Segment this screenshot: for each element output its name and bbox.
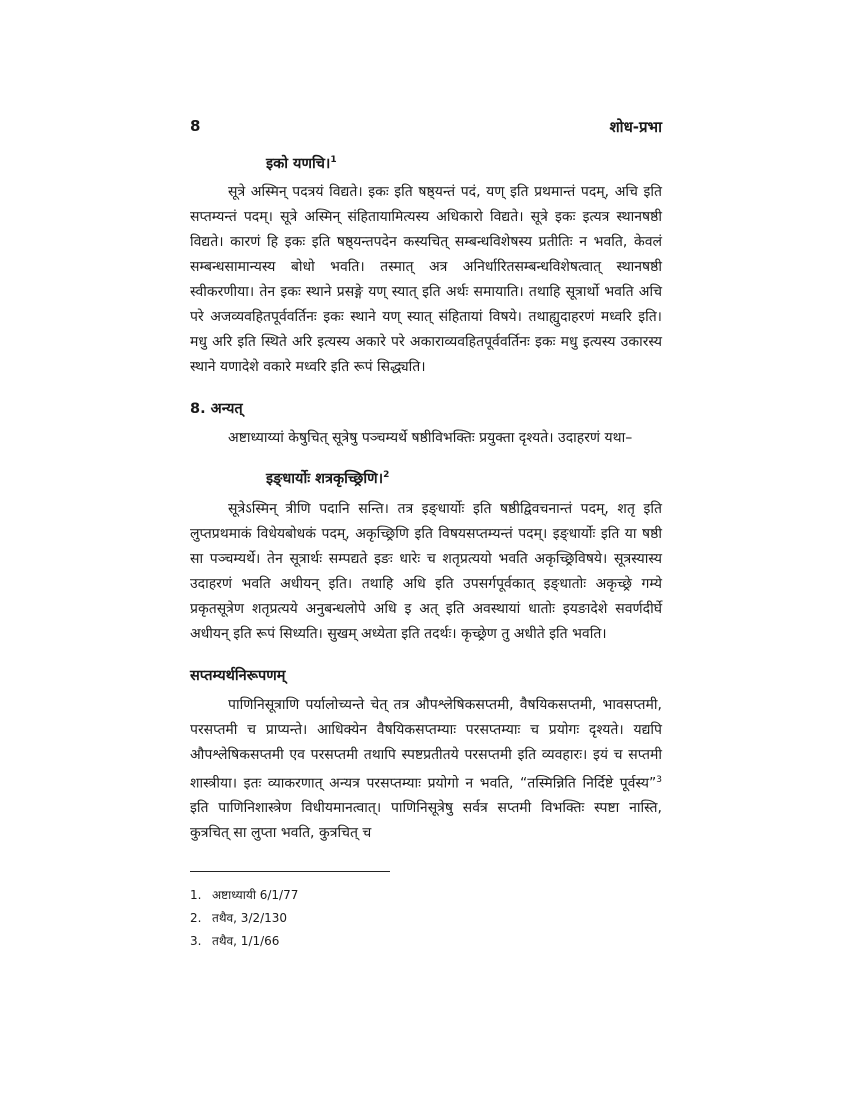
main-content bbox=[190, 148, 662, 846]
paragraph-2: अष्टाध्याय्यां केषुचित् सूत्रेषु पञ्चम्यर्थे षष्ठीविभक्तिः प्रयुक्ता दृश्यते। उदाहरणं यथा– bbox=[228, 429, 633, 446]
paragraph-4: पाणिनिसूत्राणि पर्यालोच्यन्ते चेत् तत्र औपश्लेषिकसप्तमी, वैषयिकसप्तमी, भावसप्तमी, परसप्तमी च प्राप्यन्ते। आधिक्येन वैषयिकसप्तम्याः परसप्तम्याः च प्रयोगः दृश्यते। यद्यपि औपश्लेषिकसप्तमी एव परसप्तमी तथापि स्पष्टप्रतीतये परसप्तमी इति व्यवहारः। इयं च सप्तमी शास्त्रीया। इतः व्याकरणात् अन्यत्र परसप्तम्याः प्रयोगो न भवति, “तस्मिन्निति निर्दिष्टे पूर्वस्य”$^3$ इति पाणिनिशास्त्रेण विधीयमानत्वात्। पाणिनिसूत्रेषु सर्वत्र सप्तमी विभक्तिः स्पष्टा नास्ति, कुत्रचित् सा लुप्ता भवति, कुत्रचित् च bbox=[190, 696, 662, 842]
section-heading-anyat: 8. अन्यत् bbox=[190, 400, 243, 417]
paragraph-1: सूत्रे अस्मिन् पदत्रयं विद्यते। इकः इति षष्ठ्यन्तं पदं, यण् इति प्रथमान्तं पदम्, अचि इति सप्तम्यन्तं पदम्। सूत्रे अस्मिन् संहितायामित्यस्य अधिकारो विद्यते। सूत्रे इकः इत्यत्र स्थानषष्ठी विद्यते। कारणं हि इकः इति षष्ठ्यन्तपदेन कस्यचित् सम्बन्धविशेषस्य प्रतीतिः न भवति, केवलं सम्बन्धसामान्यस्य बोधो भवति। तस्मात् अत्र अनिर्धारितसम्बन्धविशेषत्वात् स्थानषष्ठी स्वीकरणीया। तेन इकः स्थाने प्रसङ्गे यण् स्यात् इति अर्थः समायाति। तथाहि सूत्रार्थो भवति अचि परे अजव्यवहितपूर्ववर्तिनः इकः स्थाने यण् स्यात् संहितायां विषये। तथाह्युदाहरणं मध्वरि इति। मधु अरि इति स्थिते अरि इत्यस्य अकारे परे अकाराव्यवहितपूर्ववर्तिनः इकः मधु इत्यस्य उकारस्य स्थाने यणादेशे वकारे मध्वरि इति रूपं सिद्ध्यति। bbox=[190, 183, 662, 375]
footnote-1: 1. अष्टाध्यायी 6/1/77 bbox=[190, 888, 299, 902]
page-header bbox=[190, 117, 662, 137]
sutra-heading-2: इङ्धार्योः शत्रकृच्छ्रिणि।$^2$ bbox=[266, 469, 390, 487]
footnote-divider bbox=[190, 871, 390, 872]
running-title: शोध-प्रभा bbox=[609, 118, 662, 136]
footnotes bbox=[190, 884, 662, 953]
sutra-heading-1: इको यणचि।$^1$ bbox=[266, 155, 337, 172]
footnote-ref-3: 3 bbox=[656, 774, 662, 785]
section-heading-saptamyartha: सप्तम्यर्थनिरूपणम् bbox=[190, 667, 286, 684]
footnote-3: 3. तथैव, 1/1/66 bbox=[190, 934, 280, 948]
footnote-ref-2: 2 bbox=[383, 469, 390, 480]
footnote-ref-1: 1 bbox=[330, 155, 337, 165]
paragraph-3: सूत्रेऽस्मिन् त्रीणि पदानि सन्ति। तत्र इङ्धार्योः इति षष्ठीद्विवचनान्तं पदम्, शतृ इति लुप्तप्रथमाकं विधेयबोधकं पदम्, अकृच्छ्रिणि इति विषयसप्तम्यन्तं पदम्। इङ्धार्योः इति या षष्ठी सा पञ्चम्यर्थे। तेन सूत्रार्थः सम्पद्यते इङः धारेः च शतृप्रत्ययो भवति अकृच्छ्रिविषये। सूत्रस्यास्य उदाहरणं भवति अधीयन् इति। तथाहि अधि इति उपसर्गपूर्वकात् इङ्धातोः अकृच्छ्रे गम्ये प्रकृतसूत्रेण शतृप्रत्यये अनुबन्धलोपे अधि इ अत् इति अवस्थायां धातोः इयङादेशे सवर्णदीर्घे अधीयन् इति रूपं सिध्यति। सुखम् अध्येता इति तदर्थः। कृच्छ्रेण तु अधीते इति भवति। bbox=[190, 500, 662, 642]
page-number: 8 bbox=[190, 117, 201, 135]
footnote-2: 2. तथैव, 3/2/130 bbox=[190, 911, 288, 925]
